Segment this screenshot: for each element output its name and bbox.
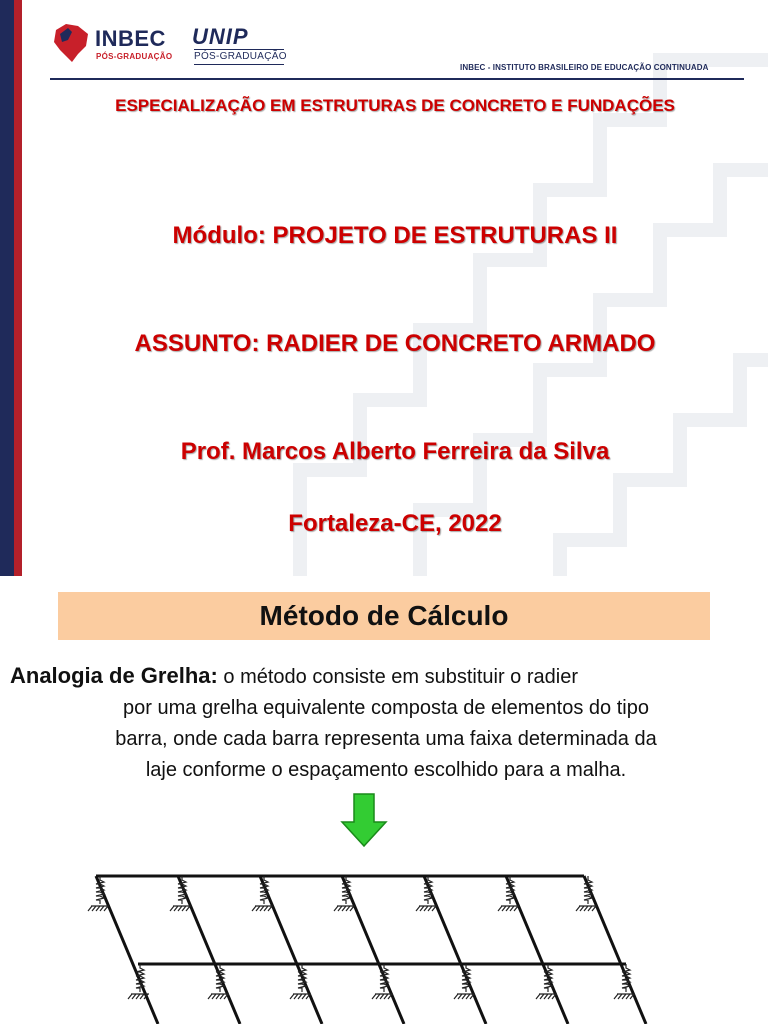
paragraph-line-text: o método consiste em substituir o radier [217, 666, 578, 688]
inbec-logo-subtext: PÓS-GRADUAÇÃO [96, 52, 173, 61]
analogy-paragraph [10, 660, 762, 786]
header-rule [50, 78, 744, 80]
unip-logo-subtext: PÓS-GRADUAÇÃO [194, 51, 287, 62]
institute-label: INBEC - INSTITUTO BRASILEIRO DE EDUCAÇÃO CONTINUADA [460, 63, 709, 72]
brazil-map-icon [50, 20, 92, 64]
paragraph-line: por uma grelha equivalente composta de elementos do tipo [123, 697, 649, 719]
paragraph-line: barra, onde cada barra representa uma faixa determinada da [115, 728, 657, 750]
inbec-logo-text: INBEC [95, 26, 166, 51]
paragraph-lead: Analogia de Grelha: [10, 663, 218, 688]
unip-logo-text: UNIP [192, 24, 249, 49]
green-down-arrow-icon [340, 792, 388, 848]
place-date: Fortaleza-CE, 2022 [288, 510, 502, 537]
inbec-logo [50, 20, 180, 66]
unip-logo-rule [194, 49, 284, 50]
unip-logo [192, 24, 292, 66]
paragraph-line: laje conforme o espaçamento escolhido para a malha. [145, 759, 627, 781]
paragraph-line [10, 660, 762, 693]
unip-logo-rule-bottom [194, 64, 284, 65]
section-title: Método de Cálculo [259, 600, 509, 631]
grid-with-springs-diagram [60, 866, 680, 1024]
spring-support-icon [128, 964, 149, 999]
professor-name: Prof. Marcos Alberto Ferreira da Silva [180, 438, 610, 465]
program-title: ESPECIALIZAÇÃO EM ESTRUTURAS DE CONCRETO E FUNDAÇÕES [115, 96, 675, 115]
subject-title: ASSUNTO: RADIER DE CONCRETO ARMADO [134, 330, 656, 357]
content-slide [0, 576, 768, 1024]
side-bar-accent [14, 0, 22, 576]
module-title: Módulo: PROJETO DE ESTRUTURAS II [172, 222, 618, 249]
